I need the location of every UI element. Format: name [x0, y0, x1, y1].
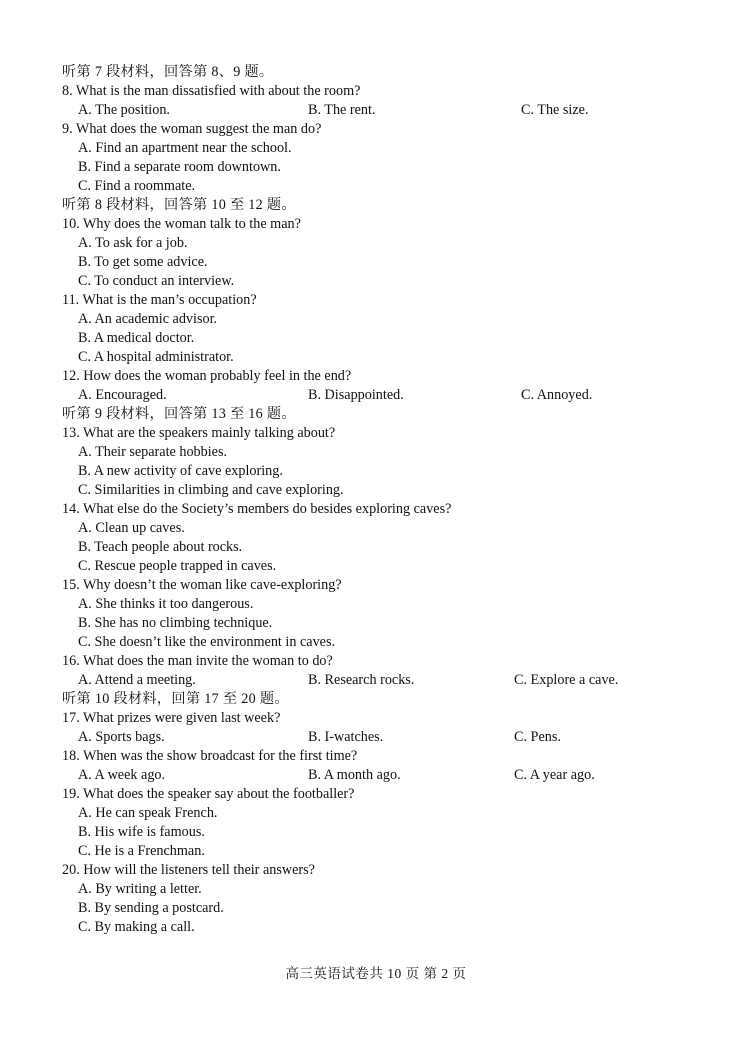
option-a: A. The position. [78, 102, 170, 118]
option-c: C. A hospital administrator. [78, 349, 234, 365]
options-row-16 [62, 671, 722, 690]
option-c: C. Pens. [514, 729, 561, 745]
option-c: C. Annoyed. [521, 387, 593, 403]
option-b: B. Teach people about rocks. [78, 539, 243, 555]
option-b: B. A new activity of cave exploring. [78, 463, 283, 479]
option-b: B. I-watches. [308, 729, 384, 745]
option-c: C. He is a Frenchman. [78, 843, 205, 859]
option-c: C. Similarities in climbing and cave exploring. [78, 482, 344, 498]
section-heading: 听第 8 段材料，回答第 10 至 12 题。 [62, 197, 296, 213]
question-19: 19. What does the speaker say about the footballer? [62, 786, 355, 802]
question-15: 15. Why doesn’t the woman like cave-exploring? [62, 577, 342, 593]
option-c: C. A year ago. [514, 767, 595, 783]
page-footer: 高三英语试卷共 10 页 第 2 页 [285, 966, 467, 981]
question-11: 11. What is the man’s occupation? [62, 292, 257, 308]
option-a: A. Encouraged. [78, 387, 167, 403]
option-c: C. Find a roommate. [78, 178, 196, 194]
section-heading: 听第 9 段材料，回答第 13 至 16 题。 [62, 406, 296, 422]
option-b: B. A medical doctor. [78, 330, 195, 346]
question-18: 18. When was the show broadcast for the first time? [62, 748, 358, 764]
options-row-8 [62, 101, 722, 120]
option-a: A. To ask for a job. [78, 235, 188, 251]
options-row-18 [62, 766, 722, 785]
listening-questions [62, 63, 722, 937]
option-b: B. Disappointed. [308, 387, 404, 403]
option-c: C. She doesn’t like the environment in caves. [78, 634, 336, 650]
question-20: 20. How will the listeners tell their answers? [62, 862, 315, 878]
option-b: B. Research rocks. [308, 672, 415, 688]
option-a: A. Attend a meeting. [78, 672, 196, 688]
option-b: B. The rent. [308, 102, 376, 118]
question-13: 13. What are the speakers mainly talking about? [62, 425, 336, 441]
option-c: C. Explore a cave. [514, 672, 619, 688]
question-9: 9. What does the woman suggest the man do? [62, 121, 322, 137]
question-8: 8. What is the man dissatisfied with about the room? [62, 83, 361, 99]
option-c: C. By making a call. [78, 919, 195, 935]
option-a: A. An academic advisor. [78, 311, 218, 327]
option-a: A. Sports bags. [78, 729, 165, 745]
option-a: A. He can speak French. [78, 805, 218, 821]
option-a: A. Find an apartment near the school. [78, 140, 292, 156]
question-12: 12. How does the woman probably feel in the end? [62, 368, 352, 384]
question-10: 10. Why does the woman talk to the man? [62, 216, 301, 232]
option-c: C. To conduct an interview. [78, 273, 235, 289]
question-16: 16. What does the man invite the woman to do? [62, 653, 333, 669]
question-17: 17. What prizes were given last week? [62, 710, 281, 726]
option-a: A. Their separate hobbies. [78, 444, 228, 460]
option-b: B. She has no climbing technique. [78, 615, 273, 631]
options-row-17 [62, 728, 722, 747]
option-b: B. By sending a postcard. [78, 900, 224, 916]
option-c: C. Rescue people trapped in caves. [78, 558, 277, 574]
options-row-12 [62, 386, 722, 405]
option-a: A. By writing a letter. [78, 881, 202, 897]
option-a: A. She thinks it too dangerous. [78, 596, 254, 612]
question-14: 14. What else do the Society’s members do besides exploring caves? [62, 501, 452, 517]
section-heading: 听第 10 段材料，回第 17 至 20 题。 [62, 691, 289, 707]
option-c: C. The size. [521, 102, 589, 118]
option-b: B. A month ago. [308, 767, 401, 783]
option-b: B. His wife is famous. [78, 824, 205, 840]
option-a: A. A week ago. [78, 767, 166, 783]
option-b: B. Find a separate room downtown. [78, 159, 281, 175]
section-heading: 听第 7 段材料，回答第 8、9 题。 [62, 64, 274, 80]
option-a: A. Clean up caves. [78, 520, 185, 536]
option-b: B. To get some advice. [78, 254, 208, 270]
